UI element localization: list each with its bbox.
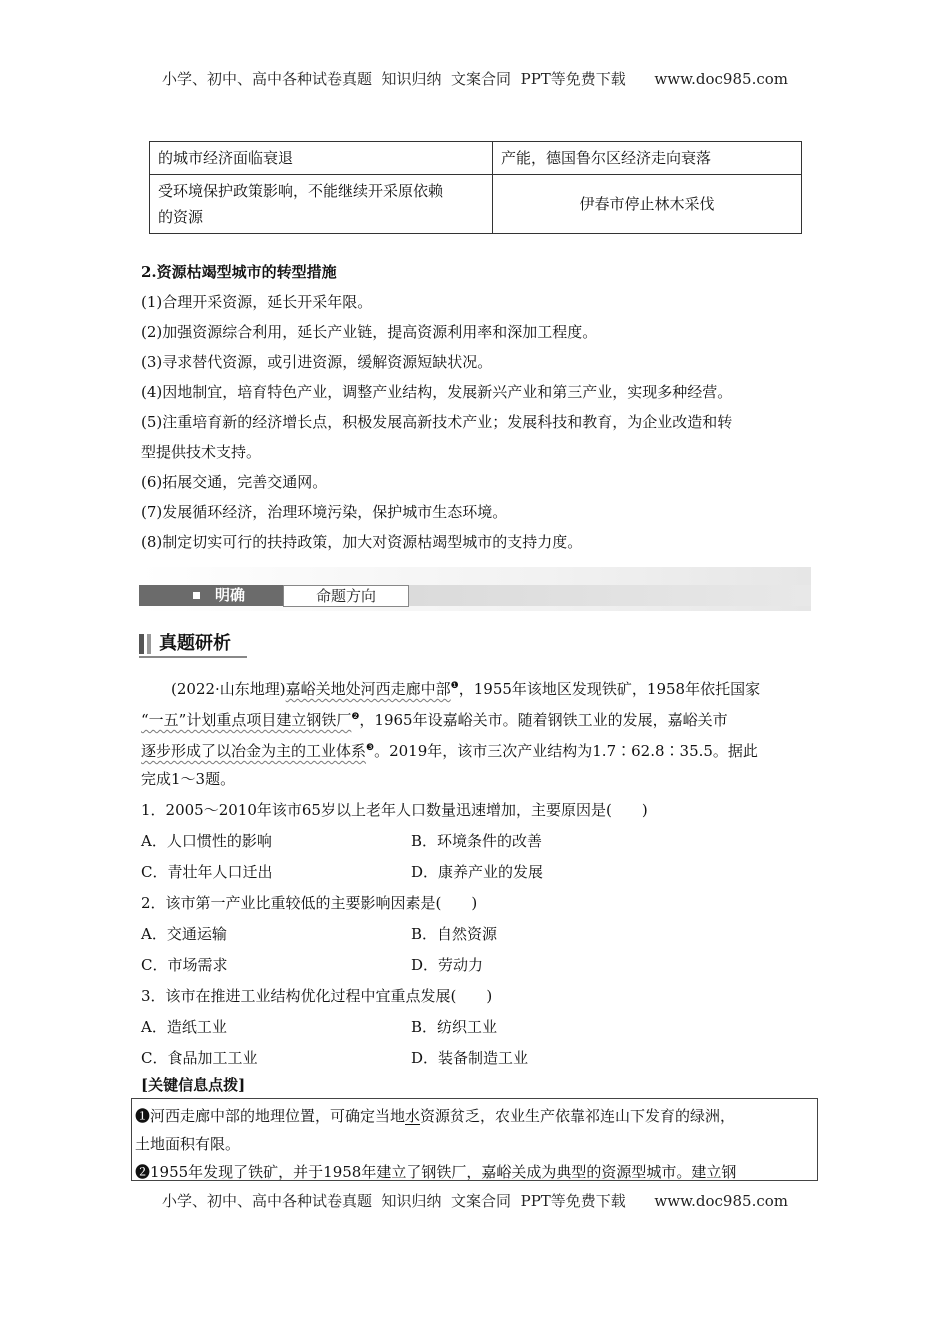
key-info-text: 城市。建立钢 bbox=[646, 1163, 737, 1181]
passage-text: “一五”计划重点项目建立钢铁厂 bbox=[141, 711, 352, 729]
transformation-measures bbox=[141, 257, 813, 557]
option-row bbox=[141, 857, 813, 888]
option-c[interactable]: C．青壮年人口迁出 bbox=[141, 863, 273, 881]
option-a[interactable]: A．人口惯性的影响 bbox=[141, 832, 272, 850]
option-b[interactable]: B．自然资源 bbox=[411, 925, 498, 943]
table-cell: 伊春市停止林木采伐 bbox=[493, 175, 802, 234]
measure-item: (6)拓展交通，完善交通网。 bbox=[141, 473, 328, 491]
passage bbox=[141, 671, 813, 1074]
key-info-text: 资源贫乏，农业生产依靠祁连山下发育的绿洲， bbox=[420, 1107, 736, 1125]
measure-item: (7)发展循环经济，治理环境污染，保护城市生态环境。 bbox=[141, 503, 508, 521]
passage-line bbox=[141, 702, 813, 733]
question-stem: 3．该市在推进工业结构优化过程中宜重点发展( ) bbox=[141, 987, 493, 1005]
passage-text: 。2019年，该市三次产业结构为1.7∶62.8∶35.5。据此 bbox=[374, 742, 758, 760]
heading-marker-icon bbox=[147, 634, 151, 654]
option-d[interactable]: D．劳动力 bbox=[411, 956, 484, 974]
table-row bbox=[150, 142, 802, 175]
table-cell: 的城市经济面临衰退 bbox=[150, 142, 493, 175]
passage-line bbox=[141, 733, 813, 764]
comparison-table bbox=[149, 141, 802, 234]
option-d[interactable]: D．装备制造工业 bbox=[411, 1049, 529, 1067]
question-stem: 2．该市第一产业比重较低的主要影响因素是( ) bbox=[141, 894, 478, 912]
passage-text: 嘉峪关地处河西走廊中部 bbox=[285, 680, 451, 698]
option-b[interactable]: B．纺织工业 bbox=[411, 1018, 498, 1036]
heading-underline bbox=[139, 656, 247, 658]
table-cell-line: 受环境保护政策影响，不能继续开采原依赖 bbox=[158, 182, 444, 200]
table-cell-line: 的资源 bbox=[158, 208, 204, 226]
measure-item: (8)制定切实可行的扶持政策，加大对资源枯竭型城市的支持力度。 bbox=[141, 533, 583, 551]
option-c[interactable]: C．市场需求 bbox=[141, 956, 228, 974]
section-banner bbox=[139, 567, 811, 611]
option-c[interactable]: C．食品加工工业 bbox=[141, 1049, 258, 1067]
option-a[interactable]: A．造纸工业 bbox=[141, 1018, 227, 1036]
page-header: 小学、初中、高中各种试卷真题 知识归纳 文案合同 PPT等免费下载 www.doc985.com bbox=[161, 70, 788, 88]
key-info-text: ❷1955年发现了铁矿，并于1958年建立了钢铁厂，嘉峪关成为典型的 bbox=[135, 1163, 602, 1181]
passage-text: ，1955年该地区发现铁矿，1958年依托国家 bbox=[458, 680, 761, 698]
measure-item: (1)合理开采资源，延长开采年限。 bbox=[141, 293, 373, 311]
measure-item: (2)加强资源综合利用，延长产业链，提高资源利用率和深加工程度。 bbox=[141, 323, 598, 341]
key-info-line bbox=[135, 1102, 817, 1130]
key-info-underlined: 资源型 bbox=[601, 1163, 647, 1181]
marker-1: ❶ bbox=[450, 681, 459, 691]
option-row bbox=[141, 919, 813, 950]
passage-line bbox=[141, 671, 813, 702]
marker-3: ❸ bbox=[366, 743, 375, 753]
option-d[interactable]: D．康养产业的发展 bbox=[411, 863, 544, 881]
passage-text: 逐步形成了以冶金为主的工业体系 bbox=[141, 742, 367, 760]
square-bullet-icon bbox=[193, 592, 200, 599]
page-footer: 小学、初中、高中各种试卷真题 知识归纳 文案合同 PPT等免费下载 www.doc985.com bbox=[161, 1192, 788, 1210]
table-cell: 产能，德国鲁尔区经济走向衰落 bbox=[493, 142, 802, 175]
banner-tag-secondary: 命题方向 bbox=[283, 585, 409, 607]
key-info-line: 土地面积有限。 bbox=[135, 1135, 241, 1153]
passage-line: 完成1～3题。 bbox=[141, 770, 236, 788]
passage-source: (2022·山东地理) bbox=[171, 680, 286, 698]
banner-tag-primary-label: 明确 bbox=[215, 586, 246, 604]
measure-item: (4)因地制宜，培育特色产业，调整产业结构，发展新兴产业和第三产业，实现多种经营。 bbox=[141, 383, 733, 401]
option-row bbox=[141, 1043, 813, 1074]
passage-text: ，1965年设嘉峪关市。随着钢铁工业的发展，嘉峪关市 bbox=[359, 711, 728, 729]
key-info-line bbox=[135, 1158, 817, 1181]
marker-2: ❷ bbox=[351, 712, 360, 722]
key-info-underlined: 水 bbox=[405, 1107, 421, 1125]
heading-marker-icon bbox=[139, 634, 144, 654]
table-cell bbox=[150, 175, 493, 234]
option-a[interactable]: A．交通运输 bbox=[141, 925, 227, 943]
key-info-title: [关键信息点拨] bbox=[141, 1076, 246, 1094]
measures-title: 2.资源枯竭型城市的转型措施 bbox=[141, 263, 337, 281]
key-info-text: ❶河西走廊中部的地理位置，可确定当地 bbox=[135, 1107, 406, 1125]
table-row bbox=[150, 175, 802, 234]
measure-item: (5)注重培育新的经济增长点，积极发展高新技术产业；发展科技和教育，为企业改造和转 bbox=[141, 413, 733, 431]
key-info-box bbox=[131, 1098, 818, 1181]
question-stem: 1．2005～2010年该市65岁以上老年人口数量迅速增加，主要原因是( ) bbox=[141, 801, 648, 819]
option-row bbox=[141, 826, 813, 857]
banner-tag-primary bbox=[139, 585, 283, 606]
option-row bbox=[141, 950, 813, 981]
measure-item: (3)寻求替代资源，或引进资源，缓解资源短缺状况。 bbox=[141, 353, 493, 371]
option-row bbox=[141, 1012, 813, 1043]
option-b[interactable]: B．环境条件的改善 bbox=[411, 832, 543, 850]
measure-item: 型提供技术支持。 bbox=[141, 443, 262, 461]
section-title: 真题研析 bbox=[159, 633, 231, 654]
